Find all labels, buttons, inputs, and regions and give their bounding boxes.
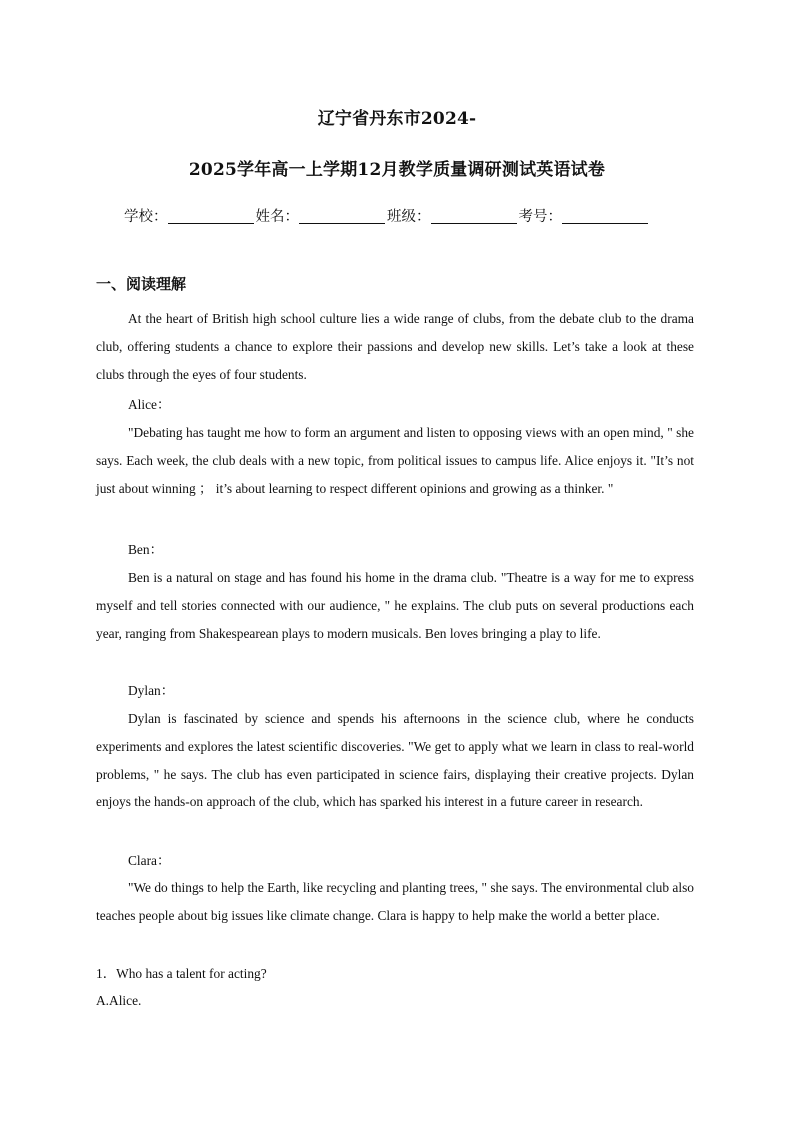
- page-title-line1: 辽宁省丹东市2024-: [317, 109, 477, 129]
- question-1: 1．Who has a talent for acting?: [96, 966, 267, 981]
- dylan-paragraph: Dylan is fascinated by science and spends his afternoons in the science club, where he conducts experiments and explores the latest scientific discoveries. "We get to apply what we learn in class to real-world problems, " he says. The club has even participated in science fairs, displaying their creative projects. Dylan enjoys the hands-on approach of the club, which has sparked his interest in a future career in research.: [96, 711, 694, 810]
- section-title: 一、阅读理解: [96, 275, 187, 293]
- student-info-line: [124, 205, 650, 226]
- school-label: 学校：: [124, 209, 168, 225]
- school-blank: [168, 211, 254, 224]
- name-label: 姓名：: [255, 209, 299, 225]
- exam-no-blank: [562, 211, 648, 224]
- exam-no-label: 考号：: [518, 209, 562, 225]
- name-blank: [299, 211, 385, 224]
- alice-label: Alice：: [128, 397, 171, 412]
- ben-label: Ben：: [128, 542, 163, 557]
- passage-intro: At the heart of British high school culture lies a wide range of clubs, from the debate club to the drama club, offering students a chance to explore their passions and develop new skills. Let’s take a look at these clubs through the eyes of four students.: [96, 311, 694, 382]
- page-title-line2: 2025学年高一上学期12月教学质量调研测试英语试卷: [188, 160, 606, 180]
- question-1-option-a: A.Alice.: [96, 993, 142, 1008]
- class-label: 班级：: [387, 209, 431, 225]
- ben-paragraph: Ben is a natural on stage and has found his home in the drama club. "Theatre is a way for me to express myself and tell stories connected with our audience, " he explains. The club puts on several productions each year, ranging from Shakespearean plays to modern musicals. Ben loves bringing a play to life.: [96, 570, 694, 641]
- alice-paragraph: "Debating has taught me how to form an argument and listen to opposing views with an open mind, " she says. Each week, the club deals with a new topic, from political issues to campus life. Alice enjoys it. "It’s not just about winning ； it’s about learning to respect different opinions and growing as a thinker. ": [96, 425, 694, 496]
- clara-paragraph: "We do things to help the Earth, like recycling and planting trees, " she says. The environmental club also teaches people about big issues like climate change. Clara is happy to help make the world a better place.: [96, 880, 694, 923]
- class-blank: [431, 211, 517, 224]
- clara-label: Clara：: [128, 853, 171, 868]
- dylan-label: Dylan：: [128, 683, 175, 698]
